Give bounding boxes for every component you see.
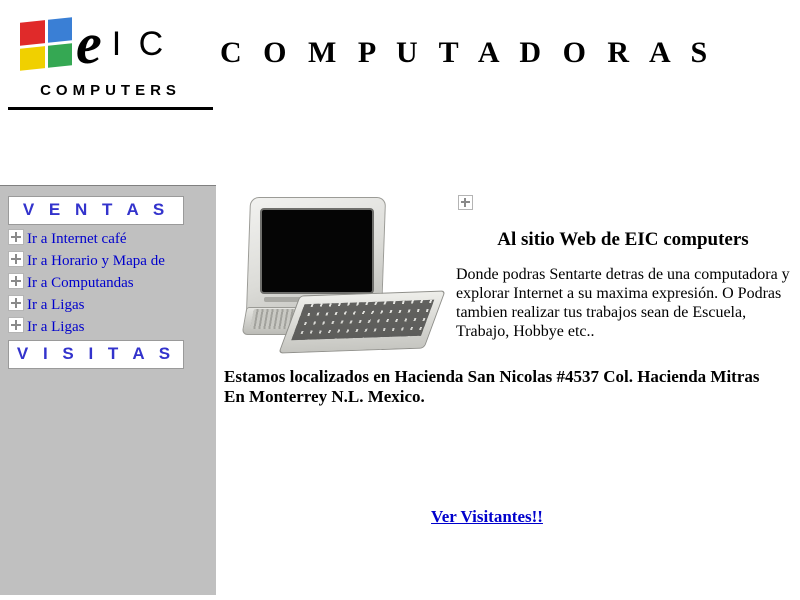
intro-row	[224, 191, 790, 347]
windows-flag-icon	[20, 17, 72, 70]
sidebar-item-computandas[interactable]	[8, 273, 194, 292]
welcome-heading: Al sitio Web de EIC computers	[497, 229, 749, 250]
monitor-screen	[260, 208, 374, 294]
visitors-link-wrap	[224, 507, 790, 527]
page-title: C O M P U T A D O R A S	[220, 36, 715, 69]
page-body	[0, 185, 800, 595]
keyboard-keys	[291, 300, 434, 340]
sidebar-item-label: Ir a Internet café	[27, 231, 127, 247]
logo-letters-ic: I C	[111, 24, 168, 63]
computer-monitor-keyboard-image	[238, 197, 438, 347]
broken-image-icon	[458, 195, 473, 210]
monitor-image-cell	[224, 191, 450, 347]
intro-cell	[450, 191, 790, 341]
page-header	[0, 0, 800, 185]
eic-logo	[8, 8, 213, 110]
sidebar-item-ligas-2[interactable]	[8, 317, 194, 336]
sidebar-item-ligas-1[interactable]	[8, 295, 194, 314]
broken-image-icon	[8, 229, 24, 245]
sidebar-item-internet-cafe[interactable]	[8, 229, 194, 248]
sidebar	[0, 185, 216, 595]
address-text: Estamos localizados en Hacienda San Nicolas #4537 Col. Hacienda Mitras En Monterrey N.L. Mexico.	[224, 367, 760, 406]
sidebar-item-label: Ir a Horario y Mapa de	[27, 253, 165, 269]
intro-paragraph: Donde podras Sentarte detras de una computadora y explorar Internet a su maxima expresión. O Podras tambien realizar tus trabajos sean de Escuela, Trabajo, Hobbye etc..	[456, 266, 790, 340]
ver-visitantes-link[interactable]: Ver Visitantes!!	[431, 507, 543, 526]
logo-row	[8, 8, 213, 80]
sidebar-banner-visitas: V I S I T A S	[8, 340, 184, 369]
broken-image-icon	[8, 251, 24, 267]
sidebar-item-label: Ir a Ligas	[27, 319, 85, 335]
keyboard	[278, 291, 445, 354]
logo-subtitle: COMPUTERS	[40, 82, 181, 99]
sidebar-item-horario-mapa[interactable]	[8, 251, 194, 270]
logo-letter-e: e	[76, 11, 102, 76]
broken-image-icon	[8, 295, 24, 311]
broken-image-icon	[8, 317, 24, 333]
sidebar-item-label: Ir a Computandas	[27, 275, 134, 291]
sidebar-banner-ventas: V E N T A S	[8, 196, 184, 225]
broken-image-icon	[8, 273, 24, 289]
main-content	[216, 185, 800, 595]
sidebar-item-label: Ir a Ligas	[27, 297, 85, 313]
